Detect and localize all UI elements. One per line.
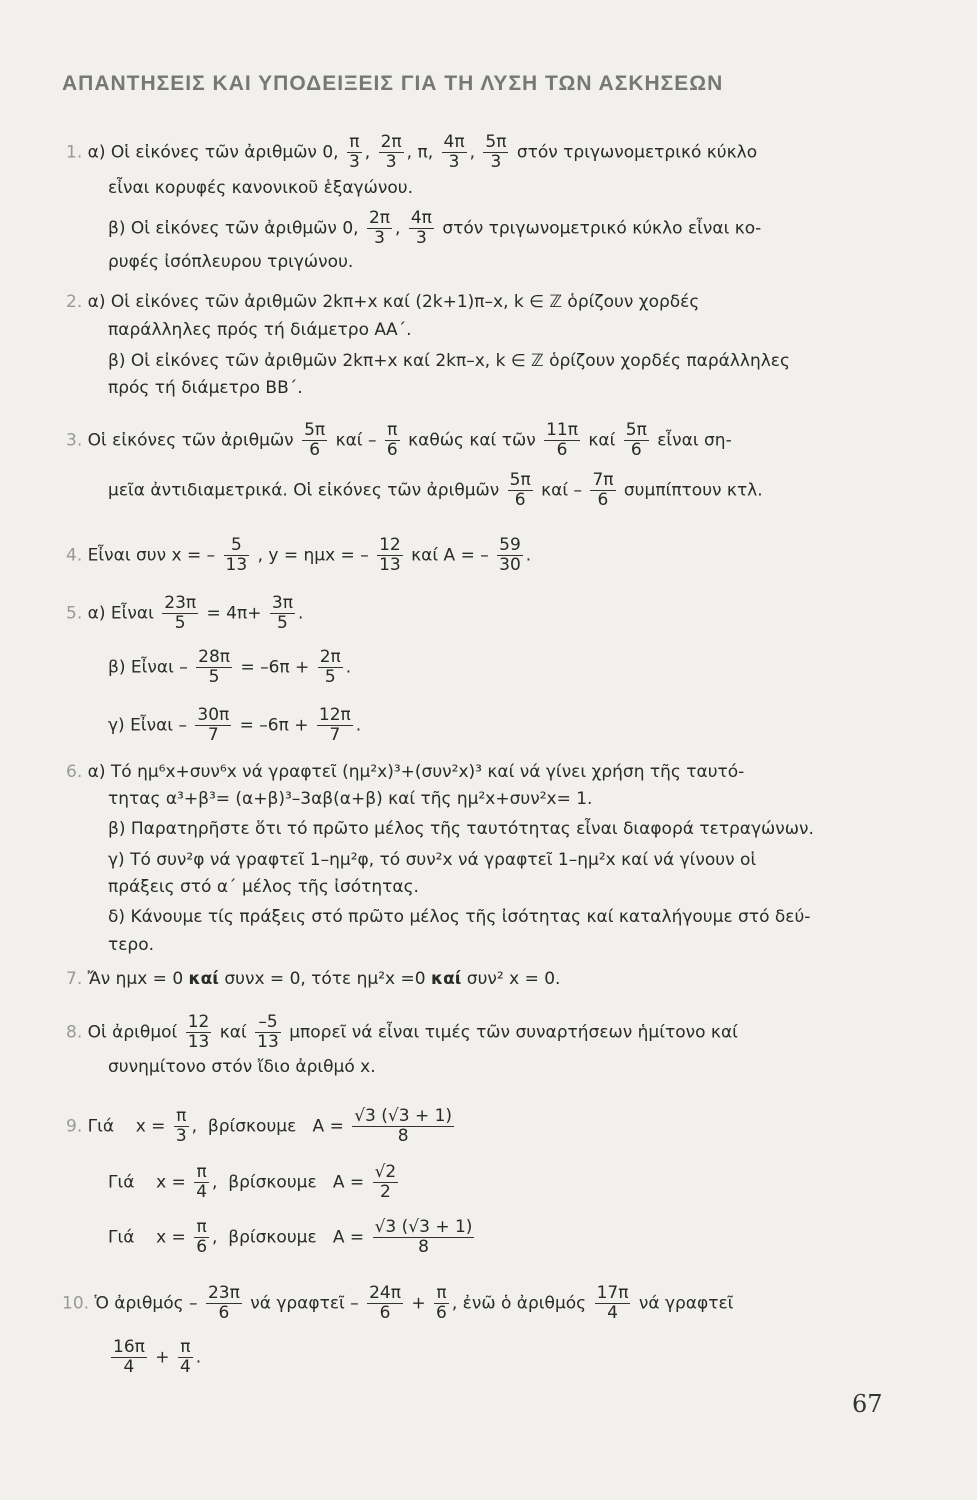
period: .	[525, 545, 532, 566]
ex5-text: = –6π +	[240, 657, 310, 678]
fraction: $\frac{5\pi}{6}$	[509, 470, 531, 510]
word-kai-bold: καί	[431, 969, 462, 989]
ex5b-line	[108, 648, 351, 687]
ex5-text: Εἶναι –	[130, 715, 187, 736]
ex6c-line2: πράξεις στό α΄ μέλος τῆς ἰσότητας.	[108, 877, 419, 897]
ex2b-line2: πρός τή διάμετρο ΒΒ΄.	[108, 378, 303, 398]
word-gia: Γιά	[108, 1172, 135, 1193]
ex6b-line	[108, 818, 814, 840]
ex3-text: συμπίπτουν κτλ.	[623, 480, 763, 501]
ex10-number: 10.	[62, 1293, 90, 1314]
ex10-text: Ὁ ἀριθμός –	[94, 1293, 198, 1314]
fraction: $\frac{\pi}{6}$	[386, 420, 398, 460]
ex6a-label: α)	[87, 762, 106, 782]
ex5-text: Εἶναι –	[130, 657, 188, 678]
fraction: $\frac{7\pi}{6}$	[592, 470, 614, 510]
ex3-text: μεῖα ἀντιδιαμετρικά. Οἱ εἰκόνες τῶν ἀριθμῶν	[108, 480, 500, 501]
fraction: $\frac{30\pi}{7}$	[197, 705, 230, 745]
fraction: $\frac{5}{13}$	[225, 535, 248, 575]
ex6b-label: β)	[108, 819, 126, 839]
ex7-text: Ἄν ημx = 0	[87, 969, 184, 989]
fraction: $\frac{√3 (√3 + 1)}{8}$	[354, 1106, 453, 1146]
page-number: 67	[852, 1390, 883, 1418]
fraction: $\frac{24\pi}{6}$	[369, 1283, 401, 1323]
fraction: $\frac{2\pi}{3}$	[368, 208, 391, 248]
ex4-text: Εἶναι συν x = –	[87, 545, 216, 566]
ex4-line	[66, 536, 531, 575]
period: .	[345, 657, 352, 678]
period: .	[297, 603, 304, 624]
ex6d-text: Κάνουμε τίς πράξεις στό πρῶτο μέλος τῆς ἰσότητας καί καταλήγουμε στό δεύ-	[130, 907, 811, 927]
ex3-text: εἶναι ση-	[657, 430, 732, 451]
ex2b-label: β)	[108, 351, 126, 371]
ex9-row-2: Γιά x = $\frac{\pi}{4}$ , βρίσκουμε Α = $\frac{√2}{2}$	[108, 1162, 397, 1202]
a-equals: Α =	[332, 1172, 365, 1193]
ex6c-line1	[108, 849, 756, 871]
ex10-line2	[108, 1338, 201, 1377]
fraction: $\frac{12}{13}$	[187, 1012, 210, 1052]
ex8-text: Οἱ ἀριθμοί	[87, 1022, 178, 1043]
ex6d-line2: τερο.	[108, 935, 155, 955]
ex6a-line1	[66, 761, 744, 783]
period: .	[355, 715, 362, 736]
fraction: $\frac{√2}{2}$	[374, 1162, 397, 1202]
ex10-text: νά γραφτεῖ –	[250, 1293, 359, 1314]
plus-sign: +	[411, 1293, 426, 1314]
ex6b-text: Παρατηρῆστε ὅτι τό πρῶτο μέλος τῆς ταυτότητας εἶναι διαφορά τετραγώνων.	[130, 819, 814, 839]
word-kai: καί	[335, 430, 363, 451]
word-gia: Γιά	[87, 1116, 115, 1137]
word-kai-bold: καί	[188, 969, 219, 989]
fraction: $\frac{-5}{13}$	[257, 1012, 279, 1052]
ex3-text: Οἱ εἰκόνες τῶν ἀριθμῶν	[87, 430, 294, 451]
ex1-line1: 1. α) Οἱ εἰκόνες τῶν ἀριθμῶν 0, $\frac{\pi}{3}$ , $\frac{2\pi}{3}$ , π, $\frac{4\pi}{3}$ , $\frac{5\pi}{3}$ στόν τριγωνομετρικό κύκλο	[66, 132, 758, 172]
ex1-number: 1.	[66, 142, 83, 163]
ex2a-text: Οἱ εἰκόνες τῶν ἀριθμῶν 2kπ+x καί (2k+1)π–x, k ∈ ℤ ὁρίζουν χορδές	[110, 292, 700, 312]
fraction: $\frac{\pi}{3}$	[175, 1106, 187, 1146]
ex6c-text: Τό συν²φ νά γραφτεῖ 1–ημ²φ, τό συν²x νά γραφτεῖ 1–ημ²x καί νά γίνουν οἱ	[130, 850, 757, 870]
ex6c-label: γ)	[108, 850, 125, 870]
fraction: $\frac{\pi}{3}$	[348, 132, 360, 172]
ex1b-line1: β) Οἱ εἰκόνες τῶν ἀριθμῶν 0, $\frac{2\pi}{3}$ , $\frac{4\pi}{3}$ στόν τριγωνομετρικό κύκλο εἶναι κο-	[108, 208, 762, 248]
fraction: $\frac{16\pi}{4}$	[113, 1337, 145, 1377]
ex3-line1	[66, 421, 732, 460]
fraction: $\frac{12}{13}$	[379, 535, 401, 575]
ex3-number: 3.	[66, 430, 83, 451]
page-title: ΑΠΑΝΤΗΣΕΙΣ ΚΑΙ ΥΠΟΔΕΙΞΕΙΣ ΓΙΑ ΤΗ ΛΥΣΗ ΤΩΝ ΑΣΚΗΣΕΩΝ	[62, 72, 724, 95]
ex2a-line2: παράλληλες πρός τή διάμετρο ΑΑ΄.	[108, 320, 412, 340]
ex10-text: νά γραφτεῖ	[638, 1293, 734, 1314]
x-equals: x =	[156, 1227, 186, 1248]
a-equals: Α =	[332, 1227, 365, 1248]
ex5-number: 5.	[66, 603, 83, 624]
period: .	[195, 1347, 202, 1368]
ex2b-text: Οἱ εἰκόνες τῶν ἀριθμῶν 2kπ+x καί 2kπ–x, k ∈ ℤ ὁρίζουν χορδές παράλληλες	[130, 351, 790, 371]
ex3-line2	[108, 471, 763, 510]
word-vriskoume: βρίσκουμε	[207, 1116, 297, 1137]
fraction: $\frac{5\pi}{6}$	[304, 420, 326, 460]
ex1b-label: β)	[108, 218, 126, 239]
ex5c-label: γ)	[108, 715, 125, 736]
ex10-line1	[62, 1284, 733, 1323]
word-vriskoume: βρίσκουμε	[228, 1172, 317, 1193]
ex7-text: συν² x = 0.	[466, 969, 561, 989]
fraction: $\frac{\pi}{4}$	[196, 1162, 208, 1202]
ex5-text: = –6π +	[239, 715, 309, 736]
ex10-text: , ἐνῶ ὁ ἀριθμός	[451, 1293, 587, 1314]
ex4-number: 4.	[66, 545, 83, 566]
fraction: $\frac{4\pi}{3}$	[410, 208, 432, 248]
minus-sign: –	[573, 480, 583, 501]
ex4-text: καί Α = –	[411, 545, 489, 566]
fraction: $\frac{5\pi}{6}$	[625, 420, 647, 460]
ex6d-line1	[108, 906, 810, 928]
fraction: $\frac{59}{30}$	[499, 535, 521, 575]
ex2a-label: α)	[87, 292, 106, 312]
minus-sign: –	[367, 430, 377, 451]
word-kai: καί	[541, 480, 569, 501]
ex1b-tail: στόν τριγωνομετρικό κύκλο εἶναι κο-	[442, 218, 762, 239]
ex7-number: 7.	[66, 969, 83, 989]
fraction: $\frac{11\pi}{6}$	[546, 420, 578, 460]
fraction: $\frac{23\pi}{6}$	[207, 1283, 240, 1323]
word-kai: καί	[588, 430, 616, 451]
ex7-line	[66, 968, 560, 990]
fraction: $\frac{\pi}{6}$	[196, 1217, 208, 1257]
fraction: $\frac{28\pi}{5}$	[198, 647, 231, 687]
x-equals: x =	[156, 1172, 186, 1193]
ex9-row-1: 9. Γιά x = $\frac{\pi}{3}$ , βρίσκουμε Α = $\frac{√3 (√3 + 1)}{8}$	[66, 1106, 453, 1146]
word-vriskoume: βρίσκουμε	[228, 1227, 317, 1248]
ex6d-label: δ)	[108, 907, 126, 927]
ex6a-text: Τό ημ⁶x+συν⁶x νά γραφτεῖ (ημ²x)³+(συν²x)³ καί νά γίνει χρήση τῆς ταυτό-	[110, 762, 745, 782]
fraction: $\frac{2\pi}{3}$	[380, 132, 402, 172]
ex1a-label: α)	[87, 142, 106, 163]
ex5a-label: α)	[87, 603, 106, 624]
ex1a-line2: εἶναι κορυφές κανονικοῦ ἑξαγώνου.	[108, 178, 413, 198]
ex9-row-3: Γιά x = $\frac{\pi}{6}$ , βρίσκουμε Α = $\frac{√3 (√3 + 1)}{8}$	[108, 1217, 473, 1257]
fraction: $\frac{\pi}{4}$	[179, 1337, 191, 1377]
ex2b-line1	[108, 350, 790, 372]
ex1b-text: Οἱ εἰκόνες τῶν ἀριθμῶν 0,	[130, 218, 359, 239]
ex1a-text: Οἱ εἰκόνες τῶν ἀριθμῶν 0,	[110, 142, 339, 163]
plus-sign: +	[155, 1347, 170, 1368]
ex8-line1	[66, 1013, 738, 1052]
word-kai: καί	[219, 1022, 247, 1043]
ex7-text: συνx = 0, τότε ημ²x =0	[224, 969, 426, 989]
ex8-number: 8.	[66, 1022, 83, 1043]
fraction: $\frac{\pi}{6}$	[436, 1283, 447, 1323]
fraction: $\frac{√3 (√3 + 1)}{8}$	[374, 1217, 473, 1257]
ex5-text: Εἶναι	[110, 603, 154, 624]
fraction: $\frac{5\pi}{3}$	[485, 132, 507, 172]
pi-symbol: π,	[417, 142, 434, 163]
ex4-text: , y = ημx = –	[257, 545, 369, 566]
fraction: $\frac{4\pi}{3}$	[443, 132, 465, 172]
ex3-text: καθώς καί τῶν	[408, 430, 536, 451]
ex1a-tail: στόν τριγωνομετρικό κύκλο	[516, 142, 758, 163]
fraction: $\frac{2\pi}{5}$	[319, 647, 341, 687]
ex6a-line2: τητας α³+β³= (α+β)³–3αβ(α+β) καί τῆς ημ²x+συν²x= 1.	[108, 789, 593, 809]
ex5b-label: β)	[108, 657, 126, 678]
ex2a-line1	[66, 291, 699, 313]
ex8-line2: συνημίτονο στόν ἴδιο ἀριθμό x.	[108, 1057, 376, 1077]
ex5a-line	[66, 594, 303, 633]
ex6-number: 6.	[66, 762, 83, 782]
x-equals: x =	[135, 1116, 166, 1137]
ex9-number: 9.	[66, 1116, 83, 1137]
ex5-text: = 4π+	[206, 603, 262, 624]
ex1b-line2: ρυφές ἰσόπλευρου τριγώνου.	[108, 252, 354, 272]
ex5c-line	[108, 706, 361, 745]
word-gia: Γιά	[108, 1227, 135, 1248]
fraction: $\frac{12\pi}{7}$	[318, 705, 351, 745]
ex8-text: μπορεῖ νά εἶναι τιμές τῶν συναρτήσεων ἡμίτονο καί	[289, 1022, 738, 1043]
ex2-number: 2.	[66, 292, 83, 312]
fraction: $\frac{3\pi}{5}$	[271, 593, 293, 633]
fraction: $\frac{17\pi}{4}$	[596, 1283, 629, 1323]
fraction: $\frac{23\pi}{5}$	[164, 593, 197, 633]
a-equals: Α =	[312, 1116, 344, 1137]
